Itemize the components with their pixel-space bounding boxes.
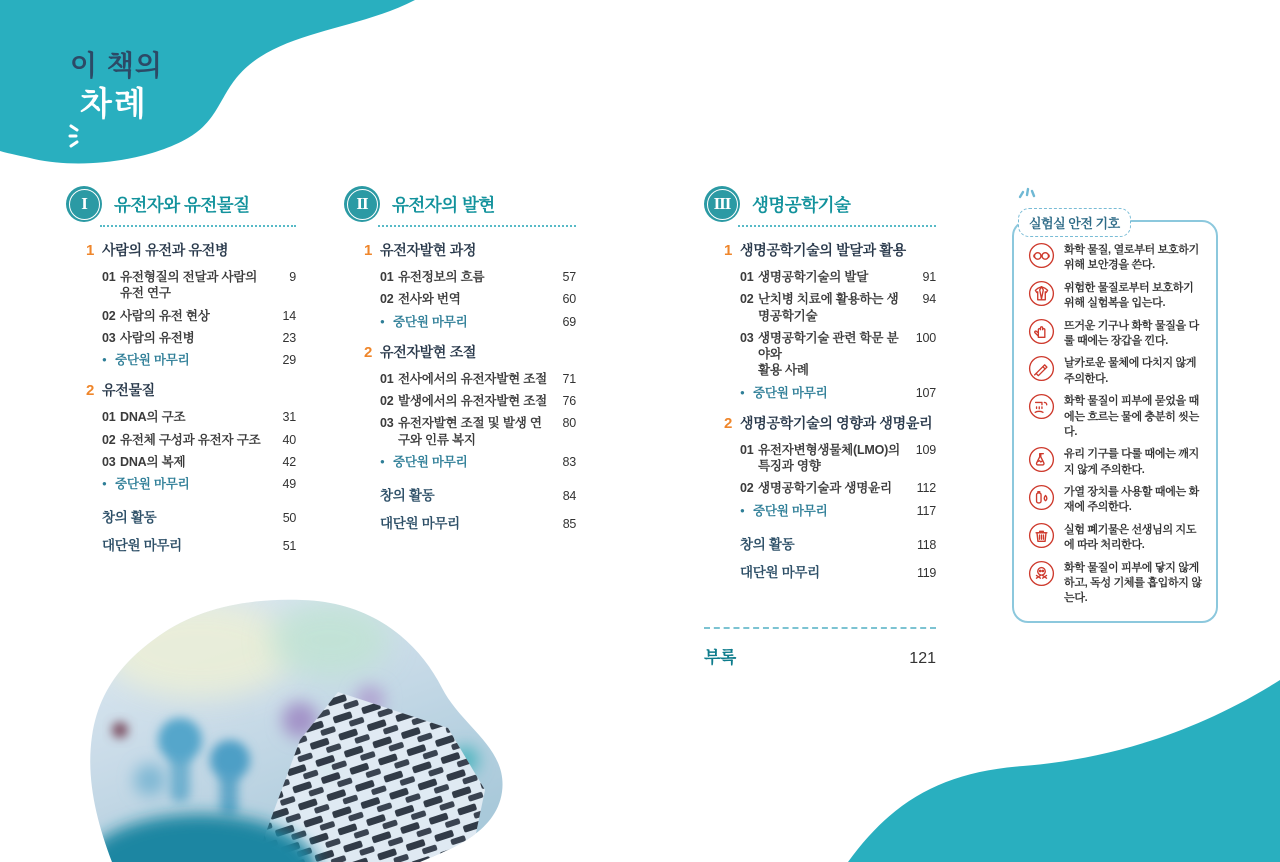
appendix-label: 부록 (704, 647, 736, 667)
item-page: 84 (562, 489, 576, 503)
glass-care-icon (1028, 446, 1055, 473)
subunit-review-label: 중단원 마무리 (753, 503, 828, 518)
toc-item (102, 308, 296, 324)
item-title: 유전자발현 조절 및 발생 연구와 인류 복지 (398, 416, 542, 447)
item-number: 03 (102, 330, 116, 345)
item-page: 50 (282, 511, 296, 526)
item-title: 전사에서의 유전자발현 조절 (398, 371, 548, 386)
extra-row (740, 533, 936, 553)
item-number: 01 (380, 371, 394, 386)
section-extras (66, 506, 296, 554)
subunit-review-row (740, 503, 936, 519)
group-title-text: 유전자발현 과정 (380, 242, 477, 258)
bullet-icon: ● (380, 456, 385, 466)
gloves-icon (1028, 318, 1055, 345)
subunit-review-label: 중단원 마무리 (753, 385, 828, 400)
extra-label: 창의 활동 (380, 488, 435, 503)
lab-coat-icon (1028, 280, 1055, 307)
toc-item (740, 480, 936, 496)
item-number: 02 (740, 481, 754, 496)
item-title: 유전체 구성과 유전자 구조 (120, 432, 261, 447)
subunit-review-label: 중단원 마무리 (115, 477, 190, 491)
item-page: 23 (282, 330, 296, 345)
waste-disposal-icon (1028, 522, 1055, 549)
appendix-row (704, 643, 936, 668)
item-number: 01 (102, 270, 116, 284)
toc-item (380, 291, 576, 307)
appendix-divider (704, 627, 936, 629)
safety-item-text: 뜨거운 기구나 화학 물질을 다룰 때에는 장갑을 낀다. (1064, 319, 1199, 347)
item-page: 119 (916, 565, 936, 580)
subunit-review-row (740, 385, 936, 401)
group-title-text: 생명공학기술의 영향과 생명윤리 (740, 414, 933, 431)
toc-item (740, 330, 936, 379)
item-page: 100 (915, 330, 936, 345)
item-page: 29 (282, 353, 296, 367)
item-title: 전사와 번역 (398, 292, 461, 307)
item-page: 71 (562, 371, 576, 386)
safety-item-text: 날카로운 물체에 다치지 않게 주의한다. (1064, 357, 1197, 385)
item-number: 01 (102, 410, 116, 425)
safety-item (1028, 318, 1204, 350)
item-number: 02 (380, 394, 394, 408)
extra-row (102, 534, 296, 554)
item-title: DNA의 구조 (120, 410, 186, 425)
section-divider (100, 225, 296, 227)
item-page: 80 (562, 416, 576, 431)
section-title: 유전자의 발현 (392, 194, 495, 215)
extra-label: 창의 활동 (740, 536, 795, 552)
safety-item-text: 위험한 물질로부터 보호하기 위해 실험복을 입는다. (1064, 281, 1194, 310)
section-numeral: II (356, 194, 368, 213)
section-extras (344, 484, 576, 532)
extra-row (380, 484, 576, 504)
toc-group (66, 240, 296, 368)
group-number: 2 (724, 414, 733, 432)
section-divider (378, 225, 576, 227)
toc-item (102, 454, 296, 470)
item-title: DNA의 복제 (120, 454, 186, 469)
sparkle-icon (68, 123, 82, 149)
item-title: 생명공학기술의 발달 (758, 270, 869, 284)
group-title (86, 240, 296, 260)
item-title: 사람의 유전병 (120, 330, 195, 345)
item-page: 107 (915, 385, 936, 400)
group-title (86, 380, 296, 400)
item-page: 51 (282, 539, 296, 554)
extra-label: 대단원 마무리 (740, 564, 820, 580)
book-toc-logo (70, 52, 163, 120)
item-page: 117 (916, 503, 936, 518)
item-page: 112 (916, 481, 936, 496)
bullet-icon: ● (740, 505, 745, 515)
toc-item (380, 393, 576, 409)
subunit-review-row (102, 476, 296, 492)
safety-item-text: 가열 장치를 사용할 때에는 화재에 주의한다. (1064, 486, 1199, 514)
item-number: 02 (102, 308, 116, 323)
section-numeral-badge (704, 186, 740, 222)
safety-item (1028, 560, 1204, 607)
safety-item (1028, 242, 1204, 274)
extra-row (740, 561, 936, 581)
toc-group (704, 413, 936, 519)
toc-item (380, 371, 576, 387)
item-page: 83 (562, 454, 576, 469)
lab-safety-box (1012, 216, 1218, 623)
section-numeral: I (81, 194, 87, 213)
extra-row (102, 506, 296, 526)
toc-group (704, 240, 936, 401)
toc-item (380, 415, 576, 448)
item-number: 01 (740, 270, 754, 284)
extra-label: 대단원 마무리 (380, 516, 460, 531)
section-numeral: III (713, 194, 731, 213)
section-extras (704, 533, 936, 581)
section-numeral-badge (344, 186, 380, 222)
group-title-text: 생명공학기술의 발달과 활용 (740, 242, 906, 258)
extra-label: 대단원 마무리 (102, 538, 182, 554)
toc-item (740, 442, 936, 475)
toc-section-3 (704, 186, 936, 668)
subunit-review-label: 중단원 마무리 (393, 314, 468, 329)
item-title: 유전형질의 전달과 사람의 유전 연구 (120, 270, 258, 301)
subunit-review-label: 중단원 마무리 (115, 353, 190, 367)
toc-group (344, 240, 576, 330)
top-corner-blob (0, 0, 440, 186)
toc-section-2 (344, 186, 576, 540)
section-title: 생명공학기술 (752, 194, 851, 215)
safety-item-text: 유리 기구를 다룰 때에는 깨지지 않게 주의한다. (1064, 448, 1199, 476)
safety-item (1028, 393, 1204, 440)
group-title (724, 413, 936, 433)
item-title: 난치병 치료에 활용하는 생명공학기술 (758, 292, 899, 323)
logo-line1: 이 책의 (70, 50, 163, 81)
bullet-icon: ● (740, 387, 745, 397)
toc-group (66, 380, 296, 492)
sharp-object-icon (1028, 355, 1055, 382)
safety-box-title: 실험실 안전 기호 (1018, 208, 1131, 237)
sparkle-icon (1017, 185, 1039, 199)
item-page: 91 (922, 270, 936, 284)
section-header (704, 186, 936, 222)
group-number: 1 (364, 242, 373, 259)
item-title: 사람의 유전 현상 (120, 308, 210, 323)
item-title: 유전정보의 흐름 (398, 270, 485, 284)
item-page: 69 (562, 314, 576, 329)
toc-item (740, 269, 936, 285)
item-number: 01 (380, 270, 394, 284)
safety-item (1028, 280, 1204, 312)
safety-item (1028, 446, 1204, 478)
safety-item (1028, 522, 1204, 554)
item-page: 118 (916, 537, 936, 552)
toc-item (102, 409, 296, 425)
toc-item (102, 330, 296, 346)
item-page: 57 (562, 270, 576, 284)
subunit-review-row (380, 454, 576, 470)
toc-group (344, 342, 576, 470)
group-title-text: 사람의 유전과 유전병 (102, 242, 229, 258)
group-number: 2 (364, 343, 373, 361)
appendix-page: 121 (909, 649, 936, 667)
item-page: 94 (922, 292, 936, 307)
item-number: 03 (102, 454, 116, 469)
section-header (344, 186, 576, 222)
item-number: 03 (740, 330, 754, 345)
goggles-icon (1028, 242, 1055, 269)
group-title (364, 240, 576, 260)
section-numeral-badge (66, 186, 102, 222)
safety-item-text: 화학 물질이 피부에 닿지 않게 하고, 독성 기체를 흡입하지 않는다. (1064, 561, 1202, 605)
toc-item (380, 269, 576, 285)
section-title: 유전자와 유전물질 (114, 194, 250, 215)
safety-item (1028, 484, 1204, 516)
fire-caution-icon (1028, 484, 1055, 511)
item-number: 02 (380, 292, 394, 307)
subunit-review-row (102, 352, 296, 368)
dna-gel-photo (70, 592, 515, 862)
group-number: 1 (86, 242, 95, 259)
item-title: 발생에서의 유전자발현 조절 (398, 394, 548, 408)
subunit-review-row (380, 314, 576, 330)
bullet-icon: ● (380, 316, 385, 326)
extra-row (380, 512, 576, 532)
group-title (724, 240, 936, 260)
item-page: 31 (282, 410, 296, 425)
group-number: 1 (724, 242, 733, 259)
item-title: 유전자변형생물체(LMO)의 특징과 영향 (758, 442, 900, 473)
item-title: 생명공학기술 관련 학문 분야와 활용 사례 (758, 330, 899, 378)
item-page: 85 (562, 517, 576, 531)
extra-label: 창의 활동 (102, 510, 157, 526)
safety-item-text: 실험 폐기물은 선생님의 지도에 따라 처리한다. (1064, 523, 1197, 552)
subunit-review-label: 중단원 마무리 (393, 454, 468, 469)
item-number: 03 (380, 416, 394, 431)
item-title: 생명공학기술과 생명윤리 (758, 481, 892, 496)
item-page: 42 (282, 454, 296, 469)
group-title-text: 유전물질 (102, 382, 155, 399)
logo-line2: 차례 (80, 87, 163, 120)
safety-item-text: 화학 물질이 피부에 묻었을 때에는 흐르는 물에 충분히 씻는다. (1064, 395, 1199, 438)
toc-item (740, 291, 936, 324)
item-page: 76 (562, 394, 576, 408)
rinse-water-icon (1028, 393, 1055, 420)
toxic-icon (1028, 560, 1055, 587)
item-page: 40 (282, 432, 296, 447)
safety-item (1028, 355, 1204, 387)
bullet-icon: ● (102, 479, 107, 488)
toc-item (102, 269, 296, 302)
item-number: 01 (740, 442, 754, 457)
item-page: 49 (282, 477, 296, 491)
item-page: 9 (289, 270, 296, 284)
group-title (364, 342, 576, 362)
item-number: 02 (740, 292, 754, 307)
group-title-text: 유전자발현 조절 (380, 343, 477, 360)
section-divider (738, 225, 936, 227)
section-header (66, 186, 296, 222)
item-page: 60 (562, 292, 576, 307)
toc-item (102, 432, 296, 448)
item-page: 14 (282, 308, 296, 323)
toc-section-1 (66, 186, 296, 562)
item-number: 02 (102, 432, 116, 447)
item-page: 109 (915, 442, 936, 457)
bullet-icon: ● (102, 355, 107, 364)
safety-item-text: 화학 물질, 열로부터 보호하기 위해 보안경을 쓴다. (1064, 244, 1199, 272)
bottom-corner-wave (848, 676, 1280, 862)
group-number: 2 (86, 382, 95, 400)
